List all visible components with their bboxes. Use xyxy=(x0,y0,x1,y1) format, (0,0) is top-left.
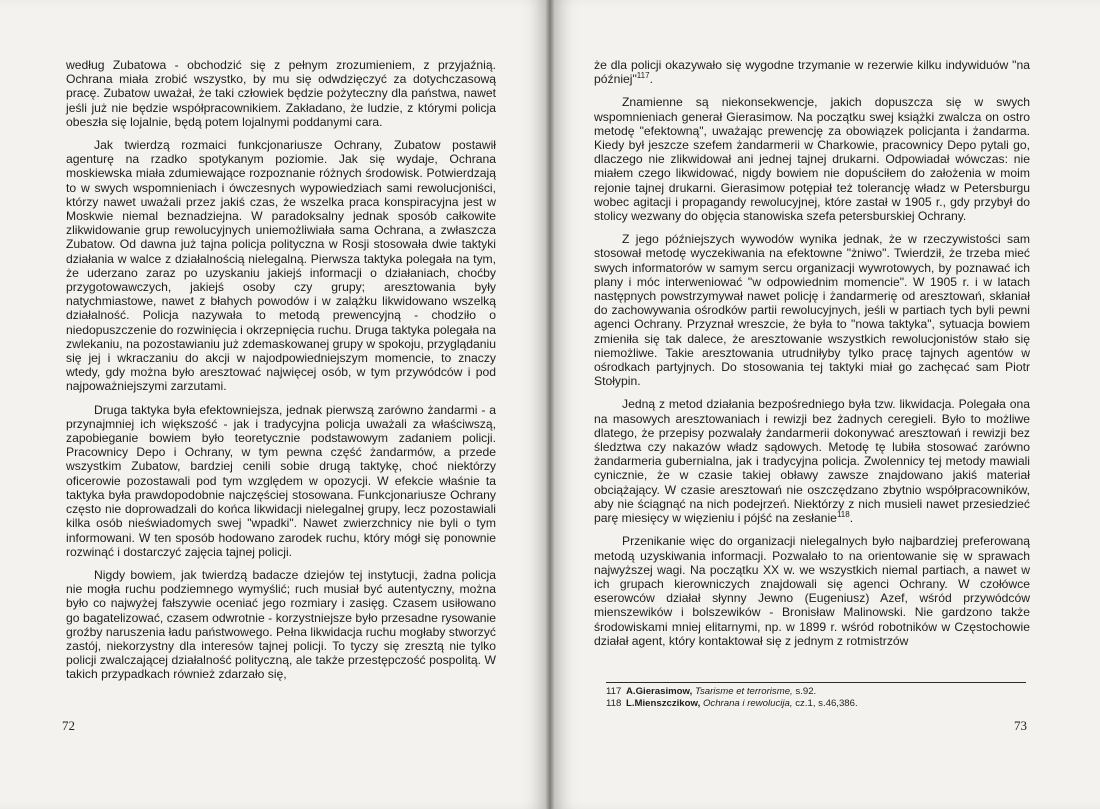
paragraph-text: Przenikanie więc do organizacji nielegalnych było najbardziej preferowaną metodą uzyskiwania informacji. Pozwalało to na orientowanie się w sprawach najwyższej wagi. Na początku XX w. we wszystkich niemal partiach, a nawet w ich grupach kierowniczych znajdowali się agenci Ochrany. W czołówce eserowców działał słynny Jewno (Eugeniusz) Azef, wśród przywódców mienszewików i bolszewików - Bronisław Malinowski. Nie gardzono także środowiskami mniej elitarnymi, np. w 1899 r. wśród robotników w Częstochowie działał agent, który kontaktował się z jednym z rotmistrzów xyxy=(594,534,1030,648)
footnote xyxy=(606,698,1026,710)
book-gutter xyxy=(546,0,554,809)
page-number-left: 72 xyxy=(62,718,75,733)
footnote-number: 118 xyxy=(606,698,622,709)
paragraph xyxy=(594,397,1030,525)
paragraph-text: Druga taktyka była efektowniejsza, jednak pierwszą zarówno żandarmi - a przynajmniej ich większość - jak i tradycyjna policja uważali za właściwszą, zapobieganie bowiem było teoretycznie podstawowym zadaniem policji. Pracownicy Depo i Ochrany, w tym pewna część żandarmów, a przede wszystkim Zubatow, bardziej cenili sobie drugą taktykę, choć niektórzy oficerowie pozostawali pod tym względem w opozycji. W efekcie właśnie ta taktyka była prawdopodobnie najczęściej stosowana. Funkcjonariusze Ochrany często nie doprowadzali do końca likwidacji nielegalnej grupy, lecz pozostawiali kilka osób nieświadomych swej "wpadki". Nawet zwierzchnicy nie byli o tym informowani. W ten sposób hodowano zarodek ruchu, który mógł się ponownie rozwinąć i dostarczyć zajęcia tajnej policji. xyxy=(66,402,496,559)
footnote-reference[interactable]: 117 xyxy=(636,71,650,81)
footnote-reference[interactable]: 118 xyxy=(836,510,850,520)
footnote xyxy=(606,686,1026,698)
paragraph-text: Nigdy bowiem, jak twierdzą badacze dziejów tej instytucji, żadna policja nie mogła ruchu podziemnego wymyślić; ruch musiał być autentyczny, można było co najwyżej fałszywie oceniać jego rozmiary i zasięg. Czasem usiłowano go bagatelizować, czasem odwrotnie - korzystniejsze było przesadne rysowanie groźby naruszenia ładu państwowego. Pełna likwidacja ruchu mogłaby stworzyć zastój, niekorzystny dla interesów tajnej policji. To tyczy się zresztą nie tylko policji zwalczającej działalność polityczną, ale także przestępczość pospolitą. W takich przypadkach również zdarzało się, xyxy=(66,567,496,682)
left-page-text xyxy=(66,58,496,691)
paragraph xyxy=(594,58,1030,86)
paragraph-text: Znamienne są niekonsekwencje, jakich dopuszcza się w swych wspomnieniach generał Gierasimow. Na początku swej książki zwalcza on ostro metodę "efektowną", uważając prewencję za obowiązek policjanta i żandarma. Kiedy był jeszcze szefem żandarmerii w Charkowie, pracownicy Depo pytali go, dlaczego nie zlikwidował ani jednej tajnej drukarni. Odpowiadał wówczas: nie miałem czego likwidować, nigdy bowiem nie dopuściłem do założenia w moim rejonie tajnej drukarni. Gierasimow potępiał też tolerancję władz w Petersburgu wobec agitacji i propagandy rewolucyjnej, które zastał w 1905 r., gdy przybył do stolicy wezwany do objęcia stanowiska szefa petersburskiej Ochrany. xyxy=(594,95,1030,224)
footnotes xyxy=(606,682,1026,710)
footnote-pages: s.92. xyxy=(795,686,817,697)
paragraph-text: że dla policji okazywało się wygodne trzymanie w rezerwie kilku indywiduów "na później" xyxy=(594,58,1030,87)
footnote-author: L.Mienszczikow, xyxy=(626,698,701,709)
punctuation: . xyxy=(849,511,854,526)
paragraph xyxy=(66,138,496,394)
paragraph xyxy=(66,568,496,682)
paragraph xyxy=(594,534,1030,648)
footnote-pages: cz.1, s.46,386. xyxy=(795,698,858,709)
paragraph-text: Jedną z metod działania bezpośredniego była tzw. likwidacja. Polegała ona na masowych aresztowaniach i rewizji bez żadnych ceregieli. Było to możliwe dlatego, że przepisy pozwalały żandarmerii dokonywać aresztowań i rewizji bez śledztwa czy nakazów władz sądowych. Metodę tę lubiła stosować zarówno żandarmeria gubernialna, jak i tradycyjna policja. Zwolennicy tej metody mawiali cynicznie, że w czasie takiej obławy zawsze znajdowano jakiś materiał obciążający. W czasie aresztowań nie oszczędzano zbytnio współpracowników, aby nie ściągnąć na nich podejrzeń. Niektórzy z nich musieli nawet przesiedzieć parę miesięcy w więzieniu i pójść na zesłanie xyxy=(594,397,1030,526)
paragraph xyxy=(66,58,496,129)
paragraph-text: Jak twierdzą rozmaici funkcjonariusze Ochrany, Zubatow postawił agenturę na rzadko spotykanym poziomie. Jak się wydaje, Ochrana moskiewska miała zdumiewające rozpoznanie różnych środowisk. Potwierdzają to w swych wspomnieniach i ówczesnych wypowiedziach sami rewolucjoniści, którzy nawet uważali przez jakiś czas, że wszelka praca konspiracyjna jest w Moskwie niemal beznadziejna. W paradoksalny jednak sposób całkowite zlikwidowanie grup rewolucyjnych uniemożliwiała sama Ochrana, a zwłaszcza Zubatow. Od dawna już tajna policja polityczna w Rosji stosowała dwie taktyki działania w walce z działalnością nielegalną. Pierwsza taktyka polegała na tym, że uderzano zaraz po uzyskaniu jakiejś informacji o działaniach, choćby przygotowawczych, jakiejś osoby czy grupy; aresztowania były natychmiastowe, nawet z błahych powodów i w zalążku likwidowano wszelką działalność. Policja nazywała to metodą prewencyjną - chodziło o niedopuszczenie do rozwinięcia i okrzepnięcia ruchu. Druga taktyka polegała na zwlekaniu, na pozostawianiu już zdemaskowanej grupy w spokoju, przyglądaniu się jej i wkraczaniu do akcji w najodpowiedniejszym momencie, to znaczy wtedy, gdy można było aresztować najwięcej osób, w tym przywódców i pod najpoważniejszymi zarzutami. xyxy=(66,138,496,394)
footnote-author: A.Gierasimow, xyxy=(626,686,693,697)
footnote-number: 117 xyxy=(606,686,622,697)
paragraph-text: według Zubatowa - obchodzić się z pełnym zrozumieniem, z przyjaźnią. Ochrana miała zrobić wszystko, by mu się odwdzięczyć za dotychczasową pracę. Zubatow uważał, że taki człowiek będzie pożyteczny dla państwa, nawet jeśli już nie będzie współpracownikiem. Zakładano, że ludzie, z którymi policja obeszła się lojalnie, będą potem lojalnymi poddanymi cara. xyxy=(66,58,496,129)
page-number-right: 73 xyxy=(1014,718,1027,733)
punctuation: . xyxy=(649,72,653,87)
right-page-text xyxy=(594,58,1030,657)
paragraph-text: Z jego późniejszych wywodów wynika jednak, że w rzeczywistości sam stosował metodę wyczekiwania na efektowne "żniwo". Twierdził, że trzeba mieć swych informatorów w samym sercu organizacji wywrotowych, by poznawać ich plany i móc interweniować "w odpowiednim momencie". W 1905 r. i w latach następnych powstrzymywał nawet policję i żandarmerię od aresztowań, skłaniał do zachowywania ośrodków partii rewolucyjnych, jeśli w partiach tych byli pewni agenci Ochrany. Przyznał wreszcie, że była to "nowa taktyka", sytuacja bowiem zmieniła się tak dalece, że aresztowanie wszystkich rewolucjonistów stało się niemożliwe. Takie aresztowania utrudniłyby tylko pracę tajnych agentów w ośrodkach partyjnych. Do stosowania tej taktyki miał go zachęcać sam Piotr Stołypin. xyxy=(594,232,1030,389)
paragraph xyxy=(594,95,1030,223)
paragraph xyxy=(594,232,1030,388)
footnote-title: Ochrana i rewolucija, xyxy=(702,698,793,709)
footnote-title: Tsarisme et terrorisme, xyxy=(694,686,793,697)
paragraph xyxy=(66,403,496,559)
